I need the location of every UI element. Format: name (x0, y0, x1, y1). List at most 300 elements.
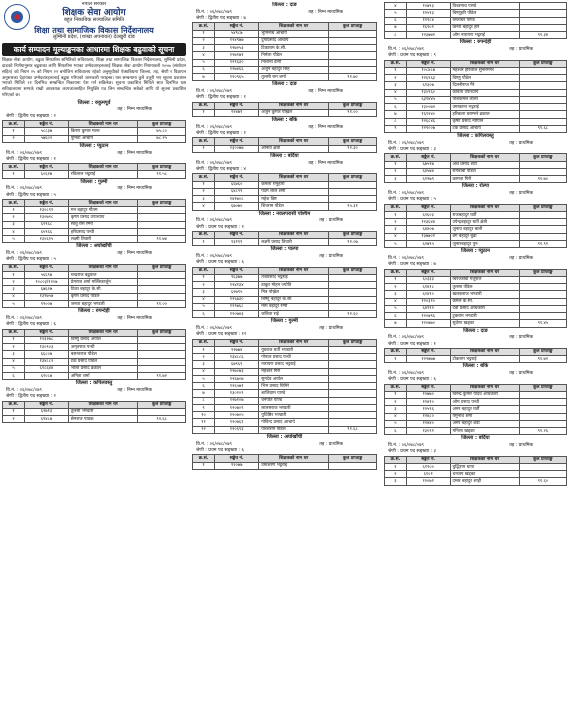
teacher-name: कृष्ण प्रसाद न्यौपाने (450, 118, 519, 125)
serial-number: २ (385, 219, 407, 226)
code-number: १२७२५३ (215, 45, 259, 52)
serial-number: ५ (385, 420, 407, 427)
column-header: शिक्षकको नाम थर (259, 339, 329, 346)
table-row (3, 214, 186, 221)
category-label: श्रेणी : प्रथम पद सङ्ख्या : ९ (388, 53, 436, 59)
level-label: तह : प्राथमिक (509, 47, 533, 52)
district-title: जिल्ला : पाल्पा (270, 246, 299, 253)
section-meta (384, 191, 567, 196)
total-score (519, 420, 566, 427)
section-meta (384, 47, 567, 52)
column-header: कुल प्राप्ताङ्क (329, 455, 377, 462)
serial-number: ६ (193, 383, 215, 390)
table-row (385, 96, 567, 103)
code-number: १४१७०८ (215, 196, 259, 203)
table-header-row (193, 23, 377, 30)
total-score (138, 221, 186, 228)
total-score (519, 284, 566, 291)
teacher-name: अनिता क्षेत्री (259, 145, 329, 152)
column-header: कुल प्राप्ताङ्क (138, 401, 186, 408)
promotion-table (384, 204, 567, 249)
table-row (3, 221, 186, 228)
column-header: सङ्केत नं. (406, 456, 450, 463)
code-number: १२७०७३ (215, 368, 259, 375)
column-3 (384, 2, 567, 487)
code-number: ६७९६९ (215, 361, 259, 368)
code-number: ६१३०७ (406, 82, 450, 89)
column-header: सङ्केत नं. (406, 204, 450, 211)
table-header-row (385, 384, 567, 391)
serial-number: २ (3, 135, 25, 142)
teacher-name: लक्ष्मी तिवारी (68, 236, 138, 243)
level-label: तह : निम्न माध्यमिक (117, 388, 152, 394)
total-score (329, 296, 377, 303)
government-emblem-icon (4, 4, 30, 30)
promotion-table (192, 339, 377, 434)
serial-number: १ (385, 276, 407, 283)
teacher-name: खलकराज भण्डारी (450, 291, 519, 298)
column-header: शिक्षकको नाम थर (68, 121, 138, 128)
level-label: तह : प्राथमिक (509, 335, 533, 341)
teacher-name: पुनिता आचार्य (68, 135, 138, 142)
serial-number: ५ (385, 305, 407, 312)
district-title: जिल्ला : कपिलवस्तु (457, 133, 494, 140)
serial-number: ४ (385, 89, 407, 96)
table-row (385, 161, 567, 168)
column-header: सङ्केत नं. (215, 174, 259, 181)
code-number: १२७७० (406, 391, 450, 398)
column-header: क्र.सं. (193, 23, 215, 30)
teacher-name: यमुनाथ शर्मा (450, 413, 519, 420)
promotion-table (384, 2, 567, 39)
promotion-table (192, 173, 377, 210)
table-row (385, 313, 567, 320)
total-score (138, 214, 186, 221)
code-number: १२३७७१ (406, 32, 450, 39)
total-score (519, 168, 566, 175)
total-score (519, 463, 566, 470)
code-number: १३१९९ (215, 239, 259, 246)
table-row (3, 408, 186, 415)
code-number: १२६५७१ (215, 383, 259, 390)
category-label: श्रेणी : प्रथम पद सङ्ख्या : ७ (388, 262, 436, 268)
total-score: ९२.६८ (138, 416, 186, 423)
intro-paragraph: शिक्षक सेवा आयोग, बढुवा सिफारिस समितिको सचिवालय, शिक्षा तथा सामाजिक विकास निर्देशनालय, लुम्बिनी प्रदेश, दाङको निर्णयानुसार बढुवाका लागि सिफारिस भएका उम्मेदवारहरूलाई शिक्षक सेवा आयोग नियमावली २०५७ (संशोधन सहित) को नियम २५ को नियम २२ बमोजिम सचिवालय रहेको अनुसूचीको ऐक्यबिधमा जिल्ला, तह, श्रेणी र विज्ञापन अनुसारका देहायका उम्मेदवारहरूलाई बढुवा गरिएको जानकारी गराइन्छ। यस सम्बन्धमा कुनै उजुरी भए सूचना प्रकाशन भएको मितिले २१ दिनभित्र सम्बन्धित निकायमा पेश गर्न सकिनेछ। सूचना प्रकाशित मितिले सात दिनभित्र यस सचिवालयमा सम्पर्क राखी आवश्यक कागजातसहित नियुक्ति पत्र लिन सम्बन्धित सबैको लागि यो सूचना प्रकाशित गरिएको छ। (2, 58, 186, 98)
table-row (193, 109, 377, 116)
category-label: श्रेणी : प्रथम पद सङ्ख्या : १ (388, 341, 436, 347)
serial-number: १ (3, 128, 25, 135)
column-header: कुल प्राप्ताङ्क (519, 60, 566, 67)
column-header: सङ्केत नं. (215, 339, 259, 346)
column-header: क्र.सं. (385, 456, 407, 463)
total-score (138, 344, 186, 351)
teacher-name: जुनारबहादुर पुन (450, 240, 519, 247)
teacher-name: किरण कुमार मल्ल (68, 128, 138, 135)
category-label: श्रेणी : द्वितीय पद सङ्ख्या : ५ (6, 257, 56, 263)
column-header: क्र.सं. (193, 455, 215, 462)
column-header: सङ्केत नं. (24, 199, 68, 206)
table-row (193, 296, 377, 303)
code-number: १३४८८६ (215, 354, 259, 361)
total-score: ९१.०७ (329, 239, 377, 246)
promotion-section (192, 82, 377, 117)
advert-number: वि.नं. : ०६/०७८/०७९ (388, 335, 424, 341)
total-score (138, 271, 186, 278)
teacher-name: जलिता राई (259, 311, 329, 318)
teacher-name: छेनराज पाठक (68, 416, 138, 423)
code-number: १०८४८७ (406, 67, 450, 74)
code-number: १२०७४३ (215, 311, 259, 318)
code-number: १२०७७ (215, 462, 259, 469)
total-score (329, 412, 377, 419)
serial-number: ५ (193, 375, 215, 382)
total-score (519, 391, 566, 398)
column-header: क्र.सं. (385, 60, 407, 67)
code-number: १२०७६१ (215, 419, 259, 426)
column-header: सङ्केत नं. (406, 60, 450, 67)
table-row (385, 226, 567, 233)
section-meta (384, 443, 567, 448)
teacher-name: पारशराम पौडेल (259, 426, 329, 433)
total-score (329, 390, 377, 397)
column-header: क्र.सं. (3, 199, 25, 206)
code-number: १६१२४० (406, 111, 450, 118)
teacher-name: माम बहादुर रेग्मी (259, 303, 329, 310)
total-score (329, 181, 377, 188)
serial-number: ४ (385, 3, 407, 10)
teacher-name: विष्णु प्रसाद अर्याल (68, 336, 138, 343)
column-header: शिक्षकको नाम थर (259, 138, 329, 145)
serial-number: २ (3, 279, 25, 286)
code-number: ६६७६० (215, 181, 259, 188)
column-header: सङ्केत नं. (406, 154, 450, 161)
column-header: कुल प्राप्ताङ्क (519, 204, 566, 211)
category-label: श्रेणी : द्वितीय पद सङ्ख्या : ६ (6, 322, 56, 328)
table-row (193, 311, 377, 318)
table-row (385, 391, 567, 398)
teacher-name: दिलनीराज गैरे (450, 82, 519, 89)
code-number: १६९०१ (406, 24, 450, 31)
code-number: १३०९१ (406, 428, 450, 435)
table-row (3, 300, 186, 307)
teacher-name: भोला प्रसाद ढकाल (68, 365, 138, 372)
table-row (193, 397, 377, 404)
code-number: ६०३३३ (406, 276, 450, 283)
table-row (193, 59, 377, 66)
serial-number: ६ (193, 66, 215, 73)
teacher-name: ओम प्रसाद पन्थी (450, 399, 519, 406)
column-header: कुल प्राप्ताङ्क (329, 174, 377, 181)
total-score (329, 274, 377, 281)
code-number: ६३१४४५ (406, 96, 450, 103)
promotion-table (384, 60, 567, 134)
serial-number: ५ (3, 236, 25, 243)
code-number: ६२९६८ (24, 221, 68, 228)
district-title: जिल्ला : दाङ (463, 327, 488, 334)
promotion-section (192, 435, 377, 470)
section-meta (2, 186, 186, 191)
promotion-table (2, 401, 186, 424)
advert-number: वि.नं. : ०६/०७८/०७९ (196, 218, 232, 224)
column-header: कुल प्राप्ताङ्क (138, 164, 186, 171)
serial-number: २ (385, 168, 407, 175)
promotion-table (192, 454, 377, 470)
table-row (385, 118, 567, 125)
promotion-section (192, 212, 377, 247)
total-score: ९१.५८ (138, 171, 186, 178)
teacher-name: अर्जुन कुमार पोख्रेल (259, 109, 329, 116)
section-meta (2, 316, 186, 321)
total-score (138, 336, 186, 343)
level-label: तह : निम्न माध्यमिक (117, 315, 152, 321)
serial-number: ४ (3, 293, 25, 300)
section-meta (192, 218, 377, 223)
code-number: ६७६२७ (24, 286, 68, 293)
total-score: ९१.०० (138, 300, 186, 307)
district-title: जिल्ला : दाङ (272, 2, 297, 8)
promotion-table (384, 348, 567, 364)
code-number: १२६७०७ (215, 375, 259, 382)
total-score (519, 161, 566, 168)
table-row (385, 219, 567, 226)
district-title: जिल्ला : गुल्मी (271, 318, 298, 325)
code-number: ६४८९९ (215, 188, 259, 195)
code-number: १२४१३४ (215, 282, 259, 289)
table-header-row (385, 348, 567, 355)
teacher-name: महेश विष्ट (259, 196, 329, 203)
total-score (329, 45, 377, 52)
table-row (193, 303, 377, 310)
serial-number: १० (193, 412, 215, 419)
code-number: १२७७४ (215, 346, 259, 353)
table-row (385, 276, 567, 283)
code-number: १२०३१० (406, 298, 450, 305)
promotion-section (192, 3, 377, 81)
code-number: १२७४६६ (215, 66, 259, 73)
section-meta (192, 10, 377, 15)
serial-number: १ (3, 336, 25, 343)
promotion-section (2, 309, 186, 380)
teacher-name: उपेन्द्रबहादुर घर्ती क्षेत्री (450, 219, 519, 226)
promotion-table (2, 163, 186, 179)
serial-number: ४ (193, 203, 215, 210)
teacher-name: विश्वनाथ पाण्डे (450, 3, 519, 10)
teacher-name: जनता बहादुर भण्डारी (68, 300, 138, 307)
serial-number: ६ (385, 17, 407, 24)
advert-number: वि.नं. : ०६/०७८/०७९ (6, 251, 42, 257)
teacher-name: मित्र पोख्रेल (259, 289, 329, 296)
serial-number: १ (193, 109, 215, 116)
code-number: ६९०८७ (24, 373, 68, 380)
table-row (3, 236, 186, 243)
serial-number: १ (193, 274, 215, 281)
promotion-table (384, 269, 567, 328)
serial-number: १ (193, 346, 215, 353)
table-row (385, 305, 567, 312)
level-label: तह : प्राथमिक (509, 255, 533, 261)
total-score (519, 24, 566, 31)
total-score: ९१.३० (329, 145, 377, 152)
column-header: क्र.सं. (193, 231, 215, 238)
total-score (519, 67, 566, 74)
total-score (519, 3, 566, 10)
serial-number: ५ (385, 240, 407, 247)
district-title: जिल्ला : गुल्मी (80, 178, 108, 185)
column-header: सङ्केत नं. (215, 138, 259, 145)
district-title: जिल्ला : अर्घाखाँची (266, 433, 303, 440)
table-header-row (3, 401, 186, 408)
teacher-name: कामता गिरी (450, 176, 519, 183)
teacher-name: तेजप्रसाद भट्टराई (259, 274, 329, 281)
teacher-name: टिका बहादुर के.सी. (68, 286, 138, 293)
column-header: शिक्षकको नाम थर (68, 264, 138, 271)
total-score (519, 471, 566, 478)
category-label: श्रेणी : प्रथम पद सङ्ख्या : ३ (388, 449, 436, 455)
section-meta (384, 371, 567, 376)
promotion-section (2, 101, 186, 143)
table-row (385, 298, 567, 305)
promotion-table (192, 22, 377, 81)
notice-title: कार्य सम्पादन मूल्याङ्कनका आधारमा शिक्षक बढुवाको सूचना (2, 43, 186, 56)
serial-number: २ (193, 354, 215, 361)
total-score (329, 368, 377, 375)
table-row (385, 17, 567, 24)
promotion-section (384, 40, 567, 133)
total-score (329, 282, 377, 289)
table-row (3, 279, 186, 286)
table-row (3, 293, 186, 300)
column-header: सङ्केत नं. (406, 384, 450, 391)
table-row (193, 181, 377, 188)
code-number: १२५९६ (406, 406, 450, 413)
table-row (193, 354, 377, 361)
column-header: शिक्षकको नाम थर (450, 269, 519, 276)
level-label: तह : प्राथमिक (509, 443, 533, 449)
level-label: तह : निम्न माध्यमिक (308, 124, 343, 130)
promotion-section (192, 319, 377, 434)
level-label: तह : निम्न माध्यमिक (117, 107, 152, 113)
code-number: १२२७७७ (406, 356, 450, 363)
section-meta (2, 251, 186, 256)
code-number: ६०६२७ (24, 171, 68, 178)
serial-number: ७ (385, 111, 407, 118)
teacher-name: राजबहादुर घर्ती (450, 211, 519, 218)
teacher-name: तुलसा पौडेल (450, 284, 519, 291)
table-row (3, 228, 186, 235)
column-header: सङ्केत नं. (406, 348, 450, 355)
table-row (385, 104, 567, 111)
level-label: तह : प्राथमिक (509, 191, 533, 197)
serial-number: १ (3, 207, 25, 214)
advert-number: वि.नं. : ०६/०७८/०७९ (196, 9, 232, 15)
code-number: ५७६०२ (24, 135, 68, 142)
code-number: १२६७३० (215, 296, 259, 303)
column-header: क्र.सं. (193, 102, 215, 109)
code-number: १२३६४४ (406, 219, 450, 226)
category-label: श्रेणी : प्रथम पद सङ्ख्या : ६ (388, 377, 436, 383)
code-number: ६१०१ (406, 471, 450, 478)
promotion-section (192, 154, 377, 211)
serial-number: ४ (193, 52, 215, 59)
serial-number: ३ (193, 45, 215, 52)
total-score: ९१.७० (519, 176, 566, 183)
level-label: तह : प्राथमिक (319, 326, 343, 332)
serial-number: २ (3, 344, 25, 351)
total-score (519, 413, 566, 420)
serial-number: ३ (385, 176, 407, 183)
serial-number: ९ (193, 404, 215, 411)
total-score (329, 375, 377, 382)
district-title: जिल्ला : अर्घाखाँची (76, 243, 112, 250)
section-meta (192, 125, 377, 130)
serial-number: १ (385, 67, 407, 74)
district-title: जिल्ला : प्युठान (79, 142, 109, 149)
table-row (193, 412, 377, 419)
teacher-name: निर्मला पौडेल (259, 52, 329, 59)
teacher-name: सुर्वणा खड्का (450, 320, 519, 327)
advert-number: वि.नं. : ०६/०७८/०७९ (196, 160, 232, 166)
table-row (385, 82, 567, 89)
category-label: श्रेणी : द्वितीय पद सङ्ख्या : १ (6, 156, 56, 162)
total-score (138, 365, 186, 372)
total-score (329, 462, 377, 469)
teacher-name: बिष्णु बहादुर के.सी. (259, 296, 329, 303)
promotion-table (384, 456, 567, 486)
table-row (193, 368, 377, 375)
column-header: कुल प्राप्ताङ्क (138, 121, 186, 128)
table-row (385, 240, 567, 247)
code-number: १०८०३/१२०७ (24, 279, 68, 286)
table-row (193, 52, 377, 59)
teacher-name: विरेन्द्र कुमार यादव अधिकारी (450, 391, 519, 398)
table-row (385, 176, 567, 183)
serial-number: ४ (385, 233, 407, 240)
table-row (385, 406, 567, 413)
district-title: जिल्ला : प्युठान (461, 248, 490, 255)
section-meta (2, 151, 186, 156)
serial-number: ६ (3, 373, 25, 380)
advert-number: वि.नं. : ०६/०७८/०७९ (388, 191, 424, 197)
column-header: सङ्केत नं. (406, 269, 450, 276)
teacher-name: महेश्वर हरिलाल सुनारमगर (450, 67, 519, 74)
advert-number: वि.नं. : ०६/०७८/०७९ (388, 47, 424, 52)
serial-number: २ (385, 75, 407, 82)
teacher-name: अमृतराज पन्थी (68, 344, 138, 351)
total-score: ९१.७४ (138, 236, 186, 243)
level-label: तह : प्राथमिक (509, 371, 533, 377)
level-label: तह : प्राथमिक (319, 441, 343, 447)
code-number: १३०७२८ (24, 214, 68, 221)
serial-number: २ (385, 284, 407, 291)
table-row (193, 74, 377, 81)
table-row (385, 284, 567, 291)
code-number: १२४१० (406, 399, 450, 406)
column-header: क्र.सं. (385, 154, 407, 161)
code-number: १२४८० (406, 413, 450, 420)
promotion-section (2, 381, 186, 423)
code-number: १२७१७१ (215, 52, 259, 59)
serial-number: ४ (3, 228, 25, 235)
teacher-name: बुद्धिराम थापा (450, 463, 519, 470)
table-row (3, 286, 186, 293)
code-number: १२६८४६ (406, 118, 450, 125)
promotion-section (192, 247, 377, 318)
table-header-row (3, 329, 186, 336)
teacher-name: गोविन्द प्रसाद आचार्य (259, 419, 329, 426)
serial-number: ७ (193, 390, 215, 397)
total-score: ९१.६८ (519, 125, 566, 132)
total-score (519, 305, 566, 312)
